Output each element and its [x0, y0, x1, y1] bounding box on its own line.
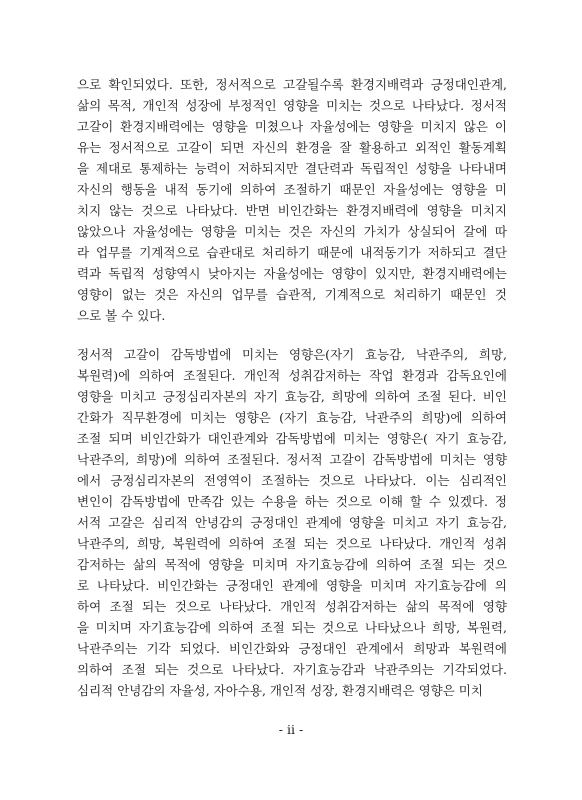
text-line: 낙관주의, 희망, 복원력에 의하여 조절 되는 것으로 나타났다. 개인적 성취	[77, 536, 507, 551]
text-line: 으로 확인되었다. 또한, 정서적으로 고갈될수록 환경지배력과 긍정대인관계,	[77, 77, 507, 92]
text-line: 않았으나 자율성에는 영향을 미치는 것은 자신의 가치가 상실되어 갈에 따	[77, 224, 507, 239]
text-line: 치지 않는 것으로 나타났다. 반면 비인간화는 환경지배력에 영향을 미치지	[77, 203, 507, 218]
text-line: 력과 독립적 성향역시 낮아지는 자율성에는 영향이 있지만, 환경지배력에는	[77, 266, 507, 281]
text-line: 서적 고갈은 심리적 안녕감의 긍정대인 관계에 영향을 미치고 자기 효능감,	[77, 515, 507, 530]
text-line: 감저하는 삶의 목적에 영향을 미치며 자기효능감에 의하여 조절 되는 것으	[77, 557, 507, 572]
text-line: 심리적 안녕감의 자율성, 자아수용, 개인적 성장, 환경지배력은 영향은 미치	[77, 683, 483, 698]
text-line: 낙관주의는 기각 되었다. 비인간화와 긍정대인 관계에서 희망과 복원력에	[77, 641, 507, 656]
text-line: 에서 긍정심리자본의 전영역이 조절하는 것으로 나타났다. 이는 심리적인	[77, 473, 507, 488]
paragraph-2	[77, 344, 507, 701]
text-line: 복원력)에 의하여 조절된다. 개인적 성취감저하는 작업 환경과 감독요인에	[77, 368, 507, 383]
text-line: 으로 볼 수 있다.	[77, 308, 166, 323]
text-line: 의하여 조절 되는 것으로 나타났다. 자기효능감과 낙관주의는 기각되었다.	[77, 662, 507, 677]
text-line: 고갈이 환경지배력에는 영향을 미쳤으나 자율성에는 영향을 미치지 않은 이	[77, 119, 507, 134]
paragraph-1	[77, 74, 507, 326]
text-line: 영향이 없는 것은 자신의 업무를 습관적, 기계적으로 처리하기 때문인 것	[77, 287, 507, 302]
text-line: 하여 조절 되는 것으로 나타났다. 개인적 성취감저하는 삶의 목적에 영향	[77, 599, 507, 614]
text-line: 라 업무를 기계적으로 습관대로 처리하기 때문에 내적동기가 저하되고 결단	[77, 245, 507, 260]
text-line: 조절 되며 비인간화가 대인관계와 감독방법에 미치는 영향은( 자기 효능감,	[77, 431, 507, 446]
text-line: 유는 정서적으로 고갈이 되면 자신의 환경을 잘 활용하고 외적인 활동계획	[77, 140, 507, 155]
text-line: 정서적 고갈이 감독방법에 미치는 영향은(자기 효능감, 낙관주의, 희망,	[77, 347, 507, 362]
text-line: 자신의 행동을 내적 동기에 의하여 조절하기 때문인 자율성에는 영향을 미	[77, 182, 507, 197]
text-line: 을 제대로 통제하는 능력이 저하되지만 결단력과 독립적인 성향을 나타내며	[77, 161, 507, 176]
text-line: 간화가 직무환경에 미치는 영향은 (자기 효능감, 낙관주의 희망)에 의하여	[77, 410, 507, 425]
page-number: - ii -	[278, 722, 304, 737]
text-line: 낙관주의, 희망)에 의하여 조절된다. 정서적 고갈이 감독방법에 미치는 영향	[77, 452, 507, 467]
text-line: 변인이 감독방법에 만족감 있는 수용을 하는 것으로 이해 할 수 있겠다. 정	[77, 494, 507, 509]
text-line: 을 미치며 자기효능감에 의하여 조절 되는 것으로 나타났으나 희망, 복원력,	[77, 620, 507, 635]
text-line: 로 나타났다. 비인간화는 긍정대인 관계에 영향을 미치며 자기효능감에 의	[77, 578, 507, 593]
text-line: 삶의 목적, 개인적 성장에 부정적인 영향을 미치는 것으로 나타났다. 정서적	[77, 98, 507, 113]
text-line: 영향을 미치고 긍정심리자본의 자기 효능감, 희망에 의하여 조절 된다. 비인	[77, 389, 507, 404]
